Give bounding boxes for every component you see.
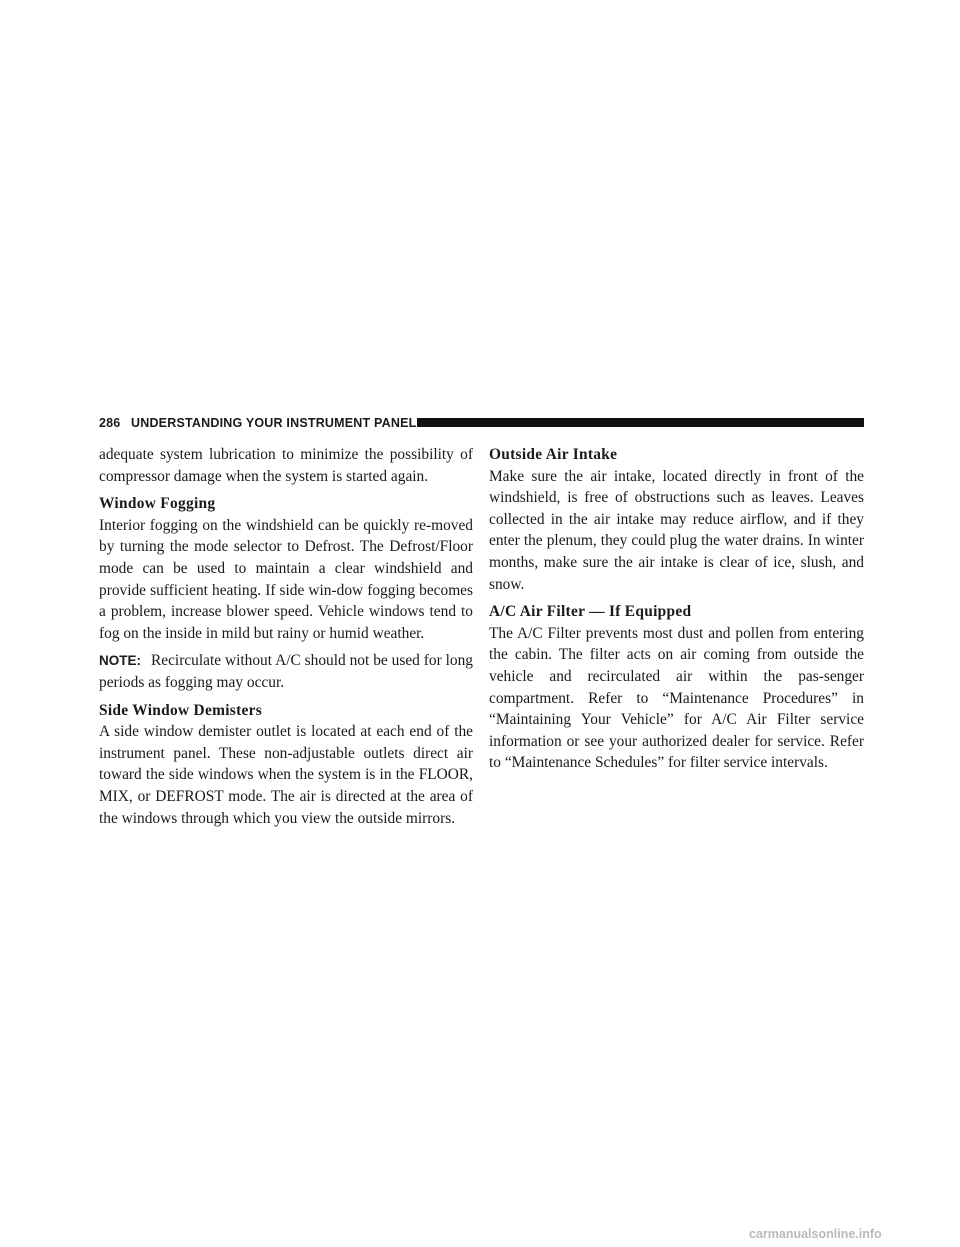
section-title: UNDERSTANDING YOUR INSTRUMENT PANEL — [131, 416, 417, 430]
air-intake-paragraph: Make sure the air intake, located directly in front of the windshield, is free of obstructions such as leaves. Leaves collected in the air intake may reduce airflow, and if they enter the plenum, they could plug the water drains. In winter months, make sure the air intake is clear of ice, slush, and snow. — [489, 467, 864, 593]
left-column — [99, 444, 473, 829]
filter-heading: A/C Air Filter — If Equipped — [489, 603, 692, 621]
right-column — [489, 444, 864, 774]
watermark-text: carmanualsonline.info — [749, 1227, 882, 1241]
window-fogging-paragraph: Interior fogging on the windshield can be quickly re-moved by turning the mode selector to Defrost. The Defrost/Floor mode can be used to maintain a clear windshield and provide sufficient heating. If side win-dow fogging becomes a problem, increase blower speed. Vehicle windows tend to fog on the inside in mild but rainy or humid weather. — [99, 516, 473, 642]
watermark-logo — [745, 1226, 960, 1242]
filter-paragraph: The A/C Filter prevents most dust and pollen from entering the cabin. The filter acts on air coming from outside the vehicle and recirculated air within the pas-senger compartment. Refer to “Maintenance Procedures” in “Maintaining Your Vehicle” for A/C Air Filter service information or see your authorized dealer for service. Refer to “Maintenance Schedules” for filter service intervals. — [489, 624, 864, 772]
page-number: 286 — [99, 416, 121, 430]
intro-paragraph: adequate system lubrication to minimize the possibility of compressor damage when the system is started again. — [99, 446, 473, 485]
demisters-paragraph: A side window demister outlet is located at each end of the instrument panel. These non-adjustable outlets direct air toward the side windows when the system is in the FLOOR, MIX, or DEFROST mode. The air is directed at the area of the windows through which you view the outside mirrors. — [99, 723, 473, 827]
header-rule — [417, 418, 864, 427]
note-label: NOTE: — [99, 653, 141, 669]
air-intake-heading: Outside Air Intake — [489, 446, 618, 463]
watermark-logo-graphic — [745, 1226, 960, 1242]
page-header — [99, 416, 864, 430]
demisters-heading: Side Window Demisters — [99, 701, 263, 719]
window-fogging-heading: Window Fogging — [99, 495, 216, 513]
note-text: Recirculate without A/C should not be used for long periods as fogging may occur. — [99, 652, 473, 691]
note-paragraph — [99, 650, 473, 693]
